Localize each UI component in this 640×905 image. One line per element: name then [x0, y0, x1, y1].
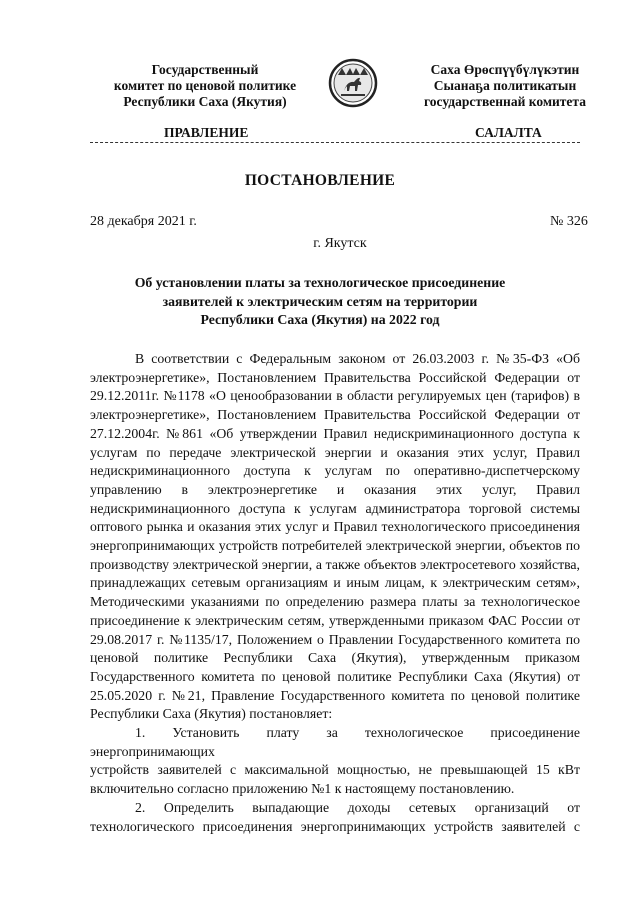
issuer-line: государственнай комитета — [424, 94, 586, 109]
body-line: управлению в электроэнергетике и оказания этих услуг, Правил — [90, 481, 580, 497]
body-line: технологического присоединения энергопринимающих устройств заявителей с — [90, 818, 580, 834]
preamble-paragraph — [90, 350, 580, 724]
issuer-line: Сыанаҕа политикатын — [433, 78, 577, 93]
coat-of-arms-yakutia-icon — [328, 58, 378, 108]
body-line: производству электрической энергии, а также объектов электросетевого хозяйства, — [90, 556, 580, 572]
issuer-name-russian — [105, 62, 305, 110]
issuer-line: Республики Саха (Якутия) — [123, 94, 287, 109]
body-line: включительно согласно приложению №1 к настоящему постановлению. — [90, 781, 515, 797]
issuer-name-yakut — [405, 62, 605, 110]
body-line: электроэнергетике», Постановлением Правительства Российской Федерации от — [90, 407, 580, 423]
clause-2-paragraph — [90, 799, 580, 836]
document-subject — [0, 274, 640, 330]
board-label-yakut: САЛАЛТА — [475, 125, 542, 140]
issuer-line: Саха Өрөспүүбүлүкэтин — [430, 62, 580, 77]
subject-line: Об установлении платы за технологическое присоединение — [134, 275, 506, 290]
body-line: 1. Установить плату за технологическое присоединение энергопринимающих — [90, 725, 580, 759]
body-line: ценовой политике Республики Саха (Якутия), утвержденным приказом — [90, 650, 580, 666]
body-line: оптового рынка и оказания этих услуг и Правил технологического присоединения — [90, 519, 580, 535]
issuer-line: комитет по ценовой политике — [113, 78, 297, 93]
body-line: 29.12.2011г. №1178 «О ценообразовании в области регулируемых цен (тарифов) в — [90, 388, 580, 404]
body-line: недискриминационного доступа к услугам администратора торговой системы — [90, 500, 580, 516]
document-title: ПОСТАНОВЛЕНИЕ — [244, 172, 396, 189]
body-line: 29.08.2017 г. №1135/17, Положением о Правлении Государственного комитета по — [90, 631, 580, 647]
body-line: 25.05.2020 г. №21, Правление Государственного комитета по ценовой политике — [90, 687, 580, 703]
body-line: Методическими указаниями по определению размера платы за технологическое — [90, 594, 580, 610]
subject-line: заявителей к электрическим сетям на территории — [162, 293, 478, 309]
body-line: присоединение к электрическим сетям, утвержденными приказом ФАС России от — [90, 612, 580, 628]
body-line: 27.12.2004г. №861 «Об утверждении Правил недискриминационного доступа к — [90, 425, 580, 441]
body-line: 2. Определить выпадающие доходы сетевых организаций от — [135, 799, 580, 815]
body-line: недискриминационного доступа к услугам по оперативно-диспетчерскому — [90, 463, 580, 479]
body-line: принадлежащих сетевым организациям и иным лицам, к электрическим сетям», — [90, 575, 580, 591]
subject-line: Республики Саха (Якутия) на 2022 год — [200, 312, 440, 327]
body-line: Республики Саха (Якутия) постановляет: — [90, 706, 333, 722]
board-label-russian: ПРАВЛЕНИЕ — [164, 125, 249, 140]
body-line: В соответствии с Федеральным законом от 26.03.2003 г. №35-ФЗ «Об — [135, 351, 580, 366]
header-divider — [90, 142, 580, 143]
document-date: 28 декабря 2021 г. — [90, 214, 197, 229]
clause-1-paragraph — [90, 724, 580, 799]
document-body — [90, 350, 580, 836]
body-line: услугам по передаче электрической энергии и оказания этих услуг, Правил — [90, 444, 580, 460]
document-city: г. Якутск — [313, 236, 367, 251]
body-line: Государственного комитета по ценовой политике Республики Саха (Якутия) от — [90, 668, 580, 684]
body-line: устройств заявителей с максимальной мощностью, не превышающей 15 кВт — [90, 762, 580, 778]
body-line: энергопринимающих устройств потребителей электрической энергии, объектов по — [90, 538, 580, 554]
document-number: № 326 — [550, 214, 588, 229]
body-line: электроэнергетике», Постановлением Правительства Российской Федерации от — [90, 369, 580, 385]
issuer-line: Государственный — [151, 62, 259, 77]
